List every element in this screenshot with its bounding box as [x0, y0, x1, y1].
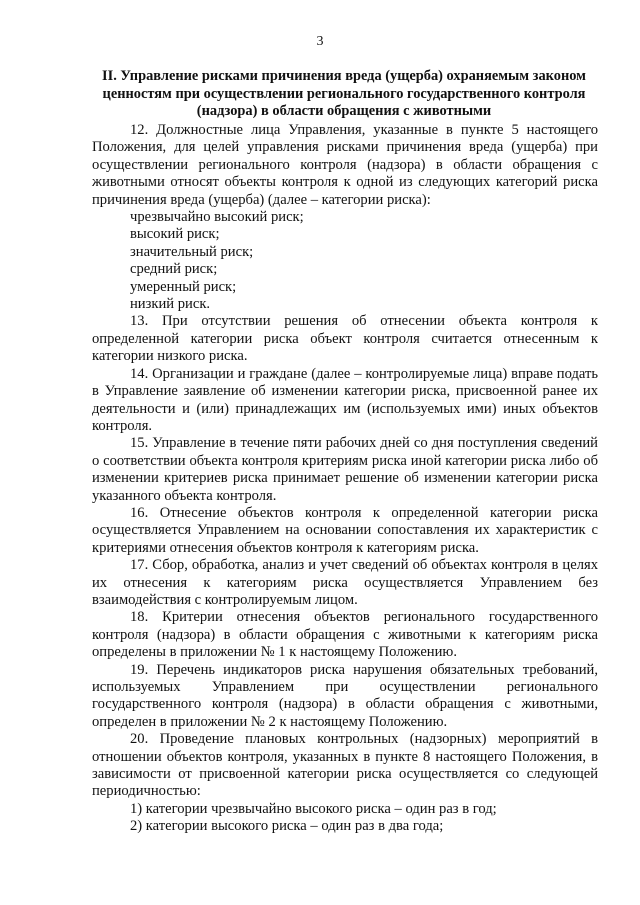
paragraph-14: 14. Организации и граждане (далее – контролируемые лица) вправе подать в Управление заявление об изменении категории риска, присвоенной ранее их деятельности и (или) принадлежащих им (используемых ими) иных объектов контроля.: [92, 365, 598, 434]
risk-category-item: значительный риск;: [130, 243, 254, 260]
paragraph-15: 15. Управление в течение пяти рабочих дней со дня поступления сведений о соответствии объекта контроля критериям риска иной категории риска либо об изменении критериев риска принимает решение об изменении категории риска указанного объекта контроля.: [92, 435, 598, 504]
document-body: [92, 122, 598, 836]
paragraph-13: 13. При отсутствии решения об отнесении объекта контроля к определенной категории риска объект контроля считается отнесенным к категории низкого риска.: [92, 313, 598, 365]
section-heading: II. Управление рисками причинения вреда (ущерба) охраняемым законом ценностям при осуществлении регионального государственного контроля (надзора) в области обращения с животными: [102, 68, 586, 119]
paragraph-18: 18. Критерии отнесения объектов регионального государственного контроля (надзора) в области обращения с животными к категориям риска определены в приложении № 1 к настоящему Положению.: [92, 609, 598, 661]
periodicity-item: 1) категории чрезвычайно высокого риска – один раз в год;: [130, 800, 497, 817]
page-number: 3: [316, 34, 324, 49]
risk-category-item: средний риск;: [130, 261, 218, 278]
paragraph-12: 12. Должностные лица Управления, указанные в пункте 5 настоящего Положения, для целей управления рисками причинения вреда (ущерба) при осуществлении регионального контроля (надзора) в области обращения с животными относят объекты контроля к одной из следующих категорий риска причинения вреда (ущерба) (далее – категории риска):: [92, 122, 598, 208]
paragraph-17: 17. Сбор, обработка, анализ и учет сведений об объектах контроля в целях их отнесения к категориям риска осуществляется Управлением без взаимодействия с контролируемым лицом.: [92, 557, 598, 608]
paragraph-20: 20. Проведение плановых контрольных (надзорных) мероприятий в отношении объектов контроля, указанных в пункте 8 настоящего Положения, в зависимости от присвоенной категории риска осуществляется со следующей периодичностью:: [92, 731, 598, 800]
paragraph-19: 19. Перечень индикаторов риска нарушения обязательных требований, используемых Управлением при осуществлении регионального государственного контроля (надзора) в области обращения с животными, определен в приложении № 2 к настоящему Положению.: [92, 661, 598, 730]
risk-category-item: умеренный риск;: [130, 278, 237, 295]
risk-category-item: чрезвычайно высокий риск;: [130, 209, 304, 226]
risk-category-item: высокий риск;: [130, 226, 220, 243]
paragraph-16: 16. Отнесение объектов контроля к определенной категории риска осуществляется Управлением на основании сопоставления их характеристик с критериями отнесения объектов контроля к категориям риска.: [92, 504, 598, 556]
risk-category-item: низкий риск.: [130, 296, 211, 313]
periodicity-item: 2) категории высокого риска – один раз в два года;: [130, 818, 444, 835]
